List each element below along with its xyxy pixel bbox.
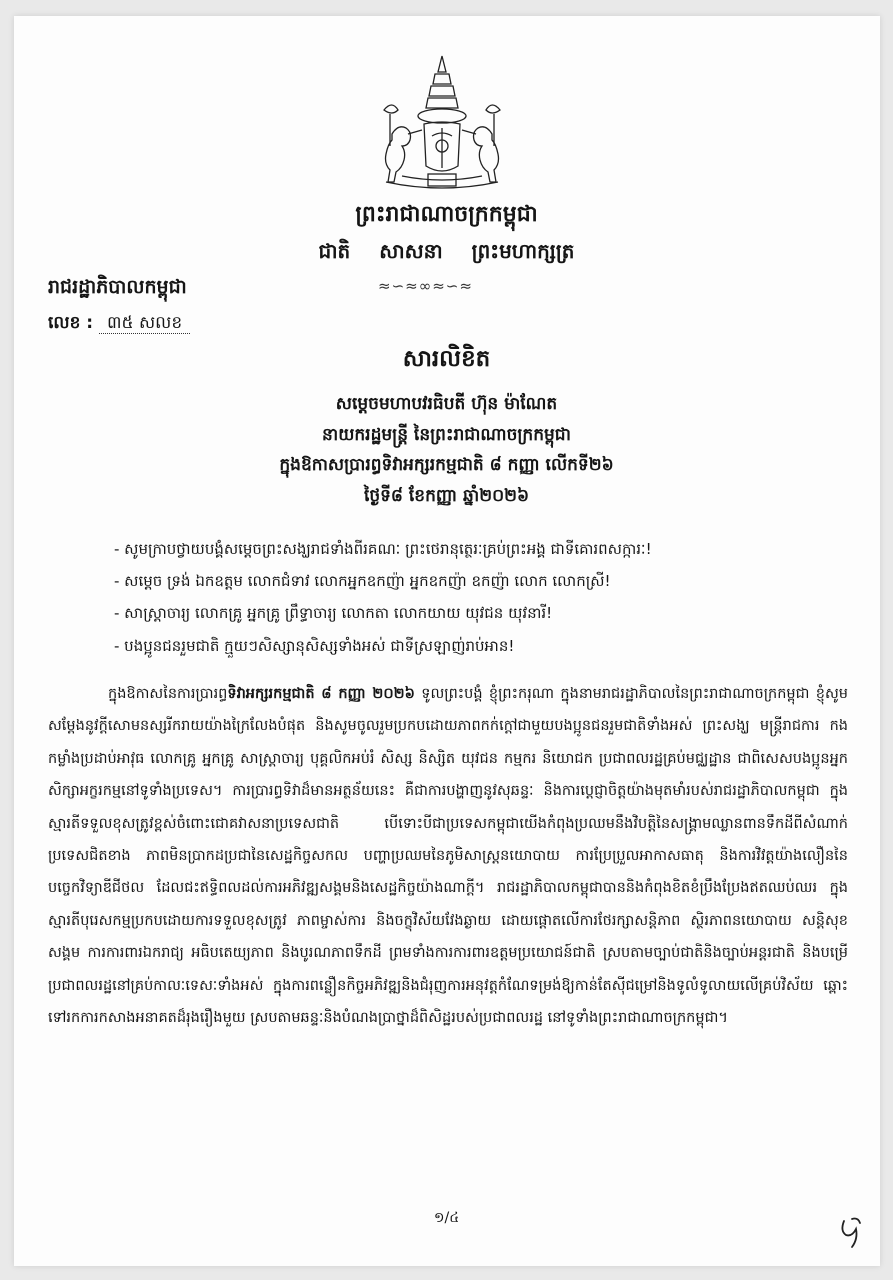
greeting-line: - បងប្អូនជនរួមជាតិ ក្មួយៗសិស្សានុសិស្សទាំងអស់ ជាទីស្រឡាញ់រាប់អាន! bbox=[114, 637, 515, 655]
ornament-divider: ≈∽≈∞≈∽≈ bbox=[378, 277, 473, 295]
handwritten-initial-icon bbox=[838, 1215, 864, 1249]
reference-label: លេខ : bbox=[48, 313, 94, 333]
national-motto: ជាតិ សាសនា ព្រះមហាក្សត្រ bbox=[318, 239, 575, 263]
royal-coat-of-arms-icon bbox=[362, 50, 522, 200]
document-title: សារលិខិត bbox=[402, 346, 491, 372]
body-text: ទូលព្រះបង្គំ ខ្ញុំព្រះករុណា ក្នុងនាមរាជរដ្ឋាភិបាលនៃព្រះរាជាណាចក្រកម្ពុជា ខ្ញុំសូមសម្តែងនូវក្តីសោមនស្សរីករាយយ៉ាងក្រៃលែងបំផុត និងសូមចូលរួមប្រកបដោយភាពកក់ក្តៅជាមួយបងប្អូនជនរួមជាតិទាំងអស់ ព្រះសង្ឃ មន្ត្រីរាជការ កងកម្លាំងប្រដាប់អាវុធ លោកគ្រូ អ្នកគ្រូ សាស្ត្រាចារ្យ បុគ្គលិកអប់រំ សិស្ស និស្សិត យុវជន កម្មករ និយោជក ប្រជាពលរដ្ឋគ្រប់មជ្ឈដ្ឋាន ជាពិសេសបងប្អូនអ្នកសិក្សាអក្ខរកម្មនៅទូទាំងប្រទេស។ ការប្រារព្ធទិវាដ៏មានអត្ថន័យនេះ គឺជាការបង្ហាញនូវសុឆន្ទៈ និងការប្តេជ្ញាចិត្តយ៉ាងមុតមាំរបស់រាជរដ្ឋាភិបាលកម្ពុជា ក្នុងស្មារតីទទួលខុសត្រូវខ្ពស់ចំពោះជោគវាសនាប្រទេសជាតិ បើទោះបីជាប្រទេសកម្ពុជាយើងកំពុងប្រឈមនឹងវិបត្តិនៃសង្គ្រាមឈ្លានពានទឹកដីពីសំណាក់ប្រទេសជិតខាង ភាពមិនប្រាកដប្រជានៃសេដ្ឋកិច្ចសកល បញ្ហាប្រឈមនៃភូមិសាស្ត្រនយោបាយ ការប្រែប្រួលអាកាសធាតុ និងការវិវត្តយ៉ាងលឿននៃបច្ចេកវិទ្យាឌីជីថល ដែលជះឥទ្ធិពលដល់ការអភិវឌ្ឍសង្គមនិងសេដ្ឋកិច្ចយ៉ាងណាក្តី។ រាជរដ្ឋាភិបាលកម្ពុជាបាននិងកំពុងខិតខំប្រឹងប្រែងឥតឈប់ឈរ ក្នុងស្មារតីបុរេសកម្មប្រកបដោយការទទួលខុសត្រូវ ភាពម្ចាស់ការ និងចក្ខុវិស័យវែងឆ្ងាយ ដោយផ្តោតលើការថែរក្សាសន្តិភាព ស្ថិរភាពនយោបាយ សន្តិសុខសង្គម ការការពារឯករាជ្យ អធិបតេយ្យភាព និងបូរណភាពទឹកដី ព្រមទាំងការការពារឧត្តមប្រយោជន៍ជាតិ ស្របតាមច្បាប់ជាតិនិងច្បាប់អន្តរជាតិ និងបម្រើប្រជាពលរដ្ឋនៅគ្រប់កាលៈទេសៈទាំងអស់ ក្នុងការពន្លឿនកិច្ចអភិវឌ្ឍនិងជំរុញការអនុវត្តកំណែទម្រង់ឱ្យកាន់តែស៊ីជម្រៅនិងទូលំទូលាយលើគ្រប់វិស័យ ឆ្ពោះទៅរកការកសាងអនាគតដ៏រុងរឿងមួយ ស្របតាមឆន្ទៈនិងបំណងប្រាថ្នាដ៏ពិសិដ្ឋរបស់ប្រជាពលរដ្ឋ នៅទូទាំងព្រះរាជាណាចក្រកម្ពុជា។ bbox=[48, 686, 848, 1027]
greeting-line: - សូមក្រាបថ្វាយបង្គំសម្តេចព្រះសង្ឃរាជទាំងពីរគណៈ ព្រះថេរានុត្ថេរៈគ្រប់ព្រះអង្គ ជាទីគោរពសក្ការៈ! bbox=[114, 540, 652, 558]
body-highlight: ទិវាអក្សរកម្មជាតិ ៨ កញ្ញា ២០២៦ bbox=[227, 686, 415, 702]
date-line: ថ្ងៃទី៨ ខែកញ្ញា ឆ្នាំ២០២៦ bbox=[363, 486, 530, 506]
reference-number: ៣៥ សលខ bbox=[99, 313, 190, 334]
body-paragraph bbox=[48, 678, 848, 1034]
government-name: រាជរដ្ឋាភិបាលកម្ពុជា bbox=[48, 276, 187, 298]
occasion-line: ក្នុងឱកាសប្រារព្ធទិវាអក្សរកម្មជាតិ ៨ កញ្ញា លើកទី២៦ bbox=[279, 455, 614, 475]
page-number: ១/៤ bbox=[433, 1210, 460, 1226]
greeting-line: - សម្តេច ទ្រង់ ឯកឧត្តម លោកជំទាវ លោកអ្នកឧកញ៉ា អ្នកឧកញ៉ា ឧកញ៉ា លោក លោកស្រី! bbox=[114, 572, 611, 590]
reference-line bbox=[48, 312, 190, 337]
kingdom-title: ព្រះរាជាណាចក្រកម្ពុជា bbox=[355, 202, 538, 227]
body-lead: ក្នុងឱកាសនៃការប្រារព្ធ bbox=[108, 686, 228, 702]
greeting-line: - សាស្ត្រាចារ្យ លោកគ្រូ អ្នកគ្រូ ព្រឹទ្ធាចារ្យ លោកតា លោកយាយ យុវជន យុវនារី! bbox=[114, 604, 553, 622]
author-position: នាយករដ្ឋមន្ត្រី នៃព្រះរាជាណាចក្រកម្ពុជា bbox=[322, 425, 571, 445]
author-name: សម្តេចមហាបវរធិបតី ហ៊ុន ម៉ាណែត bbox=[335, 394, 558, 414]
